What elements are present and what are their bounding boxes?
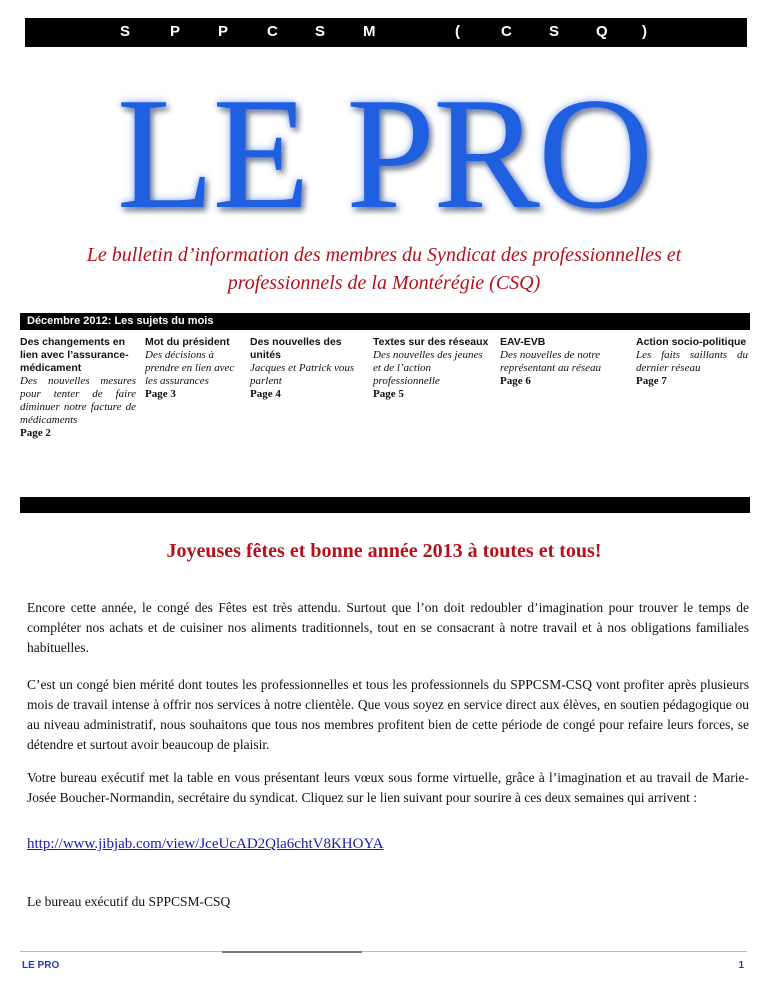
topic-title: Action socio-politique [636, 336, 747, 348]
banner-letter: S [315, 23, 326, 40]
topic-description: Les faits saillants du dernier réseau [636, 349, 748, 374]
footer-rule-accent [222, 951, 362, 953]
banner-letter: P [218, 23, 229, 40]
page-number: 1 [738, 960, 744, 971]
topic-title: EAV-EVB [500, 336, 546, 348]
banner-letter: Q [596, 23, 608, 40]
paragraph: Encore cette année, le congé des Fêtes est très attendu. Surtout que l’on doit redoubler d’imagination pour trouver le temps de compléter nos achats et de cuisiner nos aliments traditionnels, tout en se consacrant à notre travail et à nos obligations familiales habituelles. [27, 600, 749, 655]
banner-letter: M [363, 23, 376, 40]
topic-page: Page 5 [373, 388, 404, 400]
topic-description: Des nouvelles de notre représentant au réseau [500, 349, 602, 374]
topic-page: Page 2 [20, 427, 51, 439]
tagline: Le bulletin d’information des membres du Syndicat des professionnelles et professionnels de la Montérégie (CSQ) [86, 244, 682, 294]
topic-column[interactable] [20, 336, 136, 440]
topic-page: Page 4 [250, 388, 281, 400]
topic-column[interactable] [145, 336, 241, 401]
paragraph: Votre bureau exécutif met la table en vous présentant leurs vœux sous forme virtuelle, grâce à l’imagination et au travail de Marie-Josée Boucher-Normandin, secrétaire du syndicat. Cliquez sur le lien suivant pour sourire à ces deux semaines qui arrivent : [27, 770, 749, 805]
banner-letter: P [170, 23, 181, 40]
issue-bar: Décembre 2012: Les sujets du mois [20, 313, 750, 330]
section-divider [20, 497, 750, 513]
topic-column[interactable] [500, 336, 618, 388]
topic-page: Page 3 [145, 388, 176, 400]
topic-column[interactable] [373, 336, 489, 401]
paragraph: C’est un congé bien mérité dont toutes les professionnelles et tous les professionnels du SPPCSM-CSQ vont profiter après plusieurs mois de travail intense à offrir nos services à notre clientèle. Que vous soyez en service direct aux élèves, en soutien pédagogique ou au niveau administratif, nous souhaitons que tous nos membres profitent bien de cette période de congé pour refaire leurs forces, se détendre et surtout avoir beaucoup de plaisir. [27, 677, 749, 752]
topic-title: Des nouvelles des unités [250, 336, 342, 361]
topic-column[interactable] [636, 336, 748, 388]
topic-description: Jacques et Patrick vous parlent [250, 362, 355, 387]
banner-letter: ( [455, 23, 460, 40]
banner-letter: C [267, 23, 278, 40]
banner-letter: S [120, 23, 131, 40]
topic-title: Textes sur des réseaux [373, 336, 489, 348]
topic-description: Des nouvelles mesures pour tenter de faire diminuer notre facture de médicaments [20, 375, 136, 426]
topic-title: Mot du président [145, 336, 230, 348]
greeting-link[interactable]: http://www.jibjab.com/view/JceUcAD2Qla6chtV8KHOYA [27, 836, 384, 852]
topic-description: Des nouvelles des jeunes et de l’action professionnelle [373, 349, 483, 387]
masthead-logo: LE PRO [116, 64, 652, 242]
article-headline: Joyeuses fêtes et bonne année 2013 à toutes et tous! [166, 540, 602, 562]
banner-letter: S [549, 23, 560, 40]
signature: Le bureau exécutif du SPPCSM-CSQ [27, 894, 231, 909]
topic-column[interactable] [250, 336, 358, 401]
banner-letter: C [501, 23, 512, 40]
banner-letter: ) [642, 23, 647, 40]
header-banner [25, 18, 747, 47]
topic-page: Page 6 [500, 375, 531, 387]
topic-page: Page 7 [636, 375, 667, 387]
topic-title: Des changements en lien avec l’assurance-médicament [20, 336, 129, 374]
footer-rule [20, 951, 747, 952]
topic-description: Des décisions à prendre en lien avec les assurances [145, 349, 235, 387]
footer-title: LE PRO [22, 960, 60, 971]
